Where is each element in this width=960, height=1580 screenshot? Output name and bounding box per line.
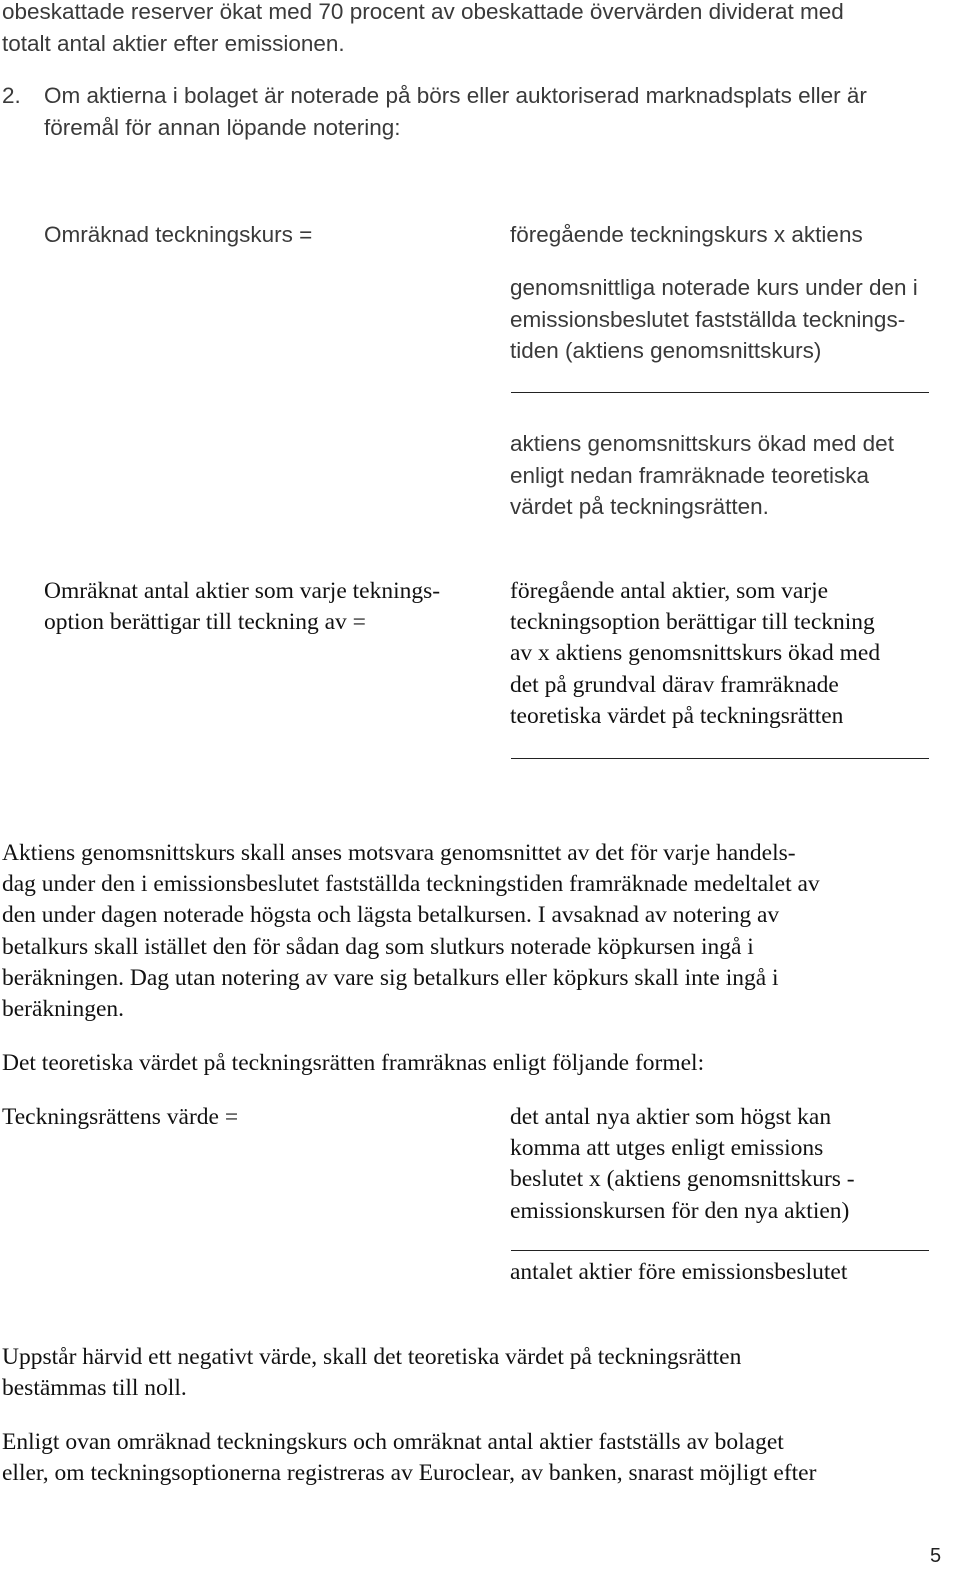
formula-numerator xyxy=(510,1102,855,1227)
formula-label-line: Omräknat antal aktier som varje teknings- xyxy=(44,578,441,604)
formula-numerator-line: teckningsoption berättigar till teckning xyxy=(510,609,875,636)
paragraph-negative-value xyxy=(2,1342,741,1404)
page-number: 5 xyxy=(930,1545,942,1567)
paragraph-line: betalkurs skall istället den för sådan dag som slutkurs noterade köpkursen ingå i xyxy=(2,933,754,960)
list-item-line: föremål för annan löpande notering: xyxy=(44,114,401,140)
intro-paragraph xyxy=(2,0,844,59)
paragraph-line: bestämmas till noll. xyxy=(2,1375,187,1402)
formula-numerator-line: av x aktiens genomsnittskurs ökad med xyxy=(510,640,881,667)
formula-numerator-line: tiden (aktiens genomsnittskurs) xyxy=(510,338,822,363)
formula-denominator-line: aktiens genomsnittskurs ökad med det xyxy=(510,431,894,456)
formula-numerator-line: föregående antal aktier, som varje xyxy=(510,578,829,604)
fraction-bar xyxy=(511,758,929,759)
paragraph-line: Enligt ovan omräknad teckningskurs och omräknat antal aktier fastställs av bolaget xyxy=(2,1429,784,1455)
paragraph-line: Uppstår härvid ett negativt värde, skall det teoretiska värdet på teckningsrätten xyxy=(2,1344,742,1370)
list-item-text xyxy=(44,80,867,143)
intro-line: obeskattade reserver ökat med 70 procent av obeskattade övervärden dividerat med xyxy=(2,0,844,24)
list-item-number: 2. xyxy=(2,83,21,108)
formula-numerator-line: komma att utges enligt emissions xyxy=(510,1135,824,1162)
paragraph-formula-intro: Det teoretiska värdet på teckningsrätten framräknas enligt följande formel: xyxy=(2,1050,705,1076)
formula-denominator-line: enligt nedan framräknade teoretiska xyxy=(510,462,869,488)
paragraph-average-price xyxy=(2,838,820,1025)
formula-denominator: antalet aktier före emissionsbeslutet xyxy=(510,1259,848,1285)
paragraph-line: beräkningen. xyxy=(2,996,125,1023)
formula-denominator-line: värdet på teckningsrätten. xyxy=(510,494,769,519)
formula-numerator xyxy=(510,272,918,367)
fraction-bar xyxy=(511,392,929,393)
paragraph-line: eller, om teckningsoptionerna registreras av Euroclear, av banken, snarast möjligt efter xyxy=(2,1460,817,1487)
paragraph-line: Aktiens genomsnittskurs skall anses motsvara genomsnittet av det för varje handels- xyxy=(2,840,796,866)
formula-numerator-line: emissionsbeslutet fastställda tecknings- xyxy=(510,306,906,332)
formula-label-line: option berättigar till teckning av = xyxy=(44,609,366,636)
paragraph-line: den under dagen noterade högsta och lägsta betalkursen. I avsaknad av notering av xyxy=(2,902,780,929)
paragraph-line: beräkningen. Dag utan notering av vare sig betalkurs eller köpkurs skall inte ingå i xyxy=(2,964,779,991)
formula-numerator-first-line: föregående teckningskurs x aktiens xyxy=(510,222,863,247)
formula-numerator-line: det antal nya aktier som högst kan xyxy=(510,1104,832,1130)
formula-label-right-value: Teckningsrättens värde = xyxy=(2,1104,239,1130)
intro-line: totalt antal aktier efter emissionen. xyxy=(2,30,345,56)
formula-numerator-line: det på grundval därav framräknade xyxy=(510,671,839,698)
formula-numerator-line: teoretiska värdet på teckningsrätten xyxy=(510,702,844,729)
list-item-line: Om aktierna i bolaget är noterade på börs eller auktoriserad marknadsplats eller är xyxy=(44,83,867,108)
formula-numerator-line: genomsnittliga noterade kurs under den i xyxy=(510,275,918,300)
paragraph-line: dag under den i emissionsbeslutet fastställda teckningstiden framräknade medeltalet av xyxy=(2,871,820,898)
fraction-bar xyxy=(511,1250,929,1251)
formula-label-subscription-price: Omräknad teckningskurs = xyxy=(44,222,313,247)
formula-numerator-line: emissionskursen för den nya aktien) xyxy=(510,1197,850,1224)
formula-denominator xyxy=(510,428,894,523)
formula-numerator xyxy=(510,576,880,732)
paragraph-final xyxy=(2,1427,816,1489)
formula-numerator-line: beslutet x (aktiens genomsnittskurs - xyxy=(510,1166,855,1193)
formula-label-share-count xyxy=(44,576,440,638)
